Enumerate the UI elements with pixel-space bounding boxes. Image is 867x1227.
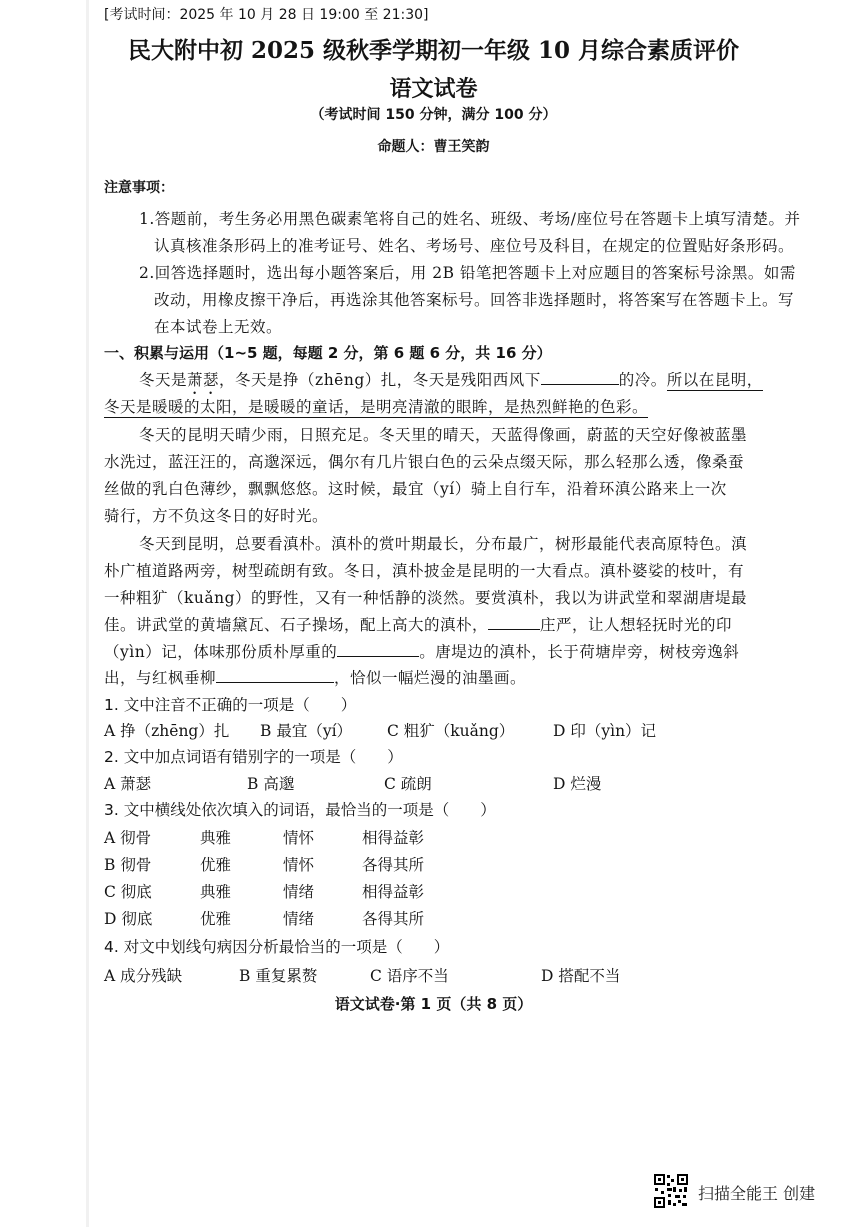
q1-option-b: B 最宜（yí） [260, 722, 353, 740]
passage-line: 水洗过，蓝汪汪的，高邈深远，偶尔有几片银白色的云朵点缀天际，那么轻那么透，像桑蚕 [104, 453, 745, 471]
q4-option-d: D 搭配不当 [541, 967, 621, 985]
passage-text: ，冬天是挣（zhēng）扎，冬天是残阳西风下 [219, 371, 541, 389]
q3-option-b-2: 优雅 [200, 856, 232, 874]
q3-option-d-4: 各得其所 [362, 910, 425, 928]
page-footer: 语文试卷·第 1 页（共 8 页） [334, 995, 533, 1013]
q1-option-d: D 印（yìn）记 [553, 722, 657, 740]
passage-text: 冬天是 [139, 371, 188, 389]
q4-option-a: A 成分残缺 [104, 967, 183, 985]
q3-option-d-3: 情绪 [283, 910, 315, 928]
passage-line: 一种粗犷（kuǎng）的野性，又有一种恬静的淡然。要赏滇朴，我以为讲武堂和翠湖唐堤最 [104, 589, 748, 607]
notice-heading: 注意事项： [104, 180, 174, 196]
passage-line: 冬天到昆明，总要看滇朴。滇朴的赏叶期最长，分布最广，树形最能代表高原特色。滇 [139, 535, 748, 553]
exam-title: 民大附中初 2025 级秋季学期初一年级 10 月综合素质评价 [127, 37, 740, 64]
q1-option-c: C 粗犷（kuǎng） [387, 722, 515, 740]
q3-option-a-1: A 彻骨 [104, 829, 152, 847]
q2-option-d: D 烂漫 [553, 775, 602, 793]
q2-option-a: A 萧瑟 [104, 775, 152, 793]
question-3: 3. 文中横线处依次填入的词语，最恰当的一项是（ ） [104, 801, 496, 819]
q3-option-a-2: 典雅 [200, 829, 232, 847]
notice-line: 认真核准条形码上的准考证号、姓名、考场号、座位号及科目，在规定的位置贴好条形码。 [154, 237, 795, 255]
q3-option-b-1: B 彻骨 [104, 856, 152, 874]
q4-option-b: B 重复累赘 [239, 967, 318, 985]
exam-author: 命题人：曹王笑韵 [377, 139, 490, 155]
q3-option-a-3: 情怀 [283, 829, 315, 847]
passage-line [104, 395, 648, 417]
fill-blank [488, 615, 540, 630]
exam-time-note: [考试时间：2025 年 10 月 28 日 19:00 至 21:30] [104, 7, 429, 23]
fill-blank [541, 370, 619, 385]
passage-text: ，恰似一幅烂漫的油墨画。 [334, 669, 527, 687]
notice-line: 在本试卷上无效。 [154, 318, 283, 336]
q3-option-c-4: 相得益彰 [362, 883, 425, 901]
q4-option-c: C 语序不当 [370, 967, 449, 985]
exam-subject: 语文试卷 [389, 76, 478, 102]
scanner-brand: 扫描全能王 创建 [698, 1184, 816, 1203]
q3-option-c-2: 典雅 [200, 883, 232, 901]
q3-option-b-3: 情怀 [283, 856, 315, 874]
passage-line [104, 640, 739, 662]
q3-option-a-4: 相得益彰 [362, 829, 425, 847]
q3-option-b-4: 各得其所 [362, 856, 425, 874]
exam-duration: （考试时间 150 分钟，满分 100 分） [310, 107, 557, 123]
q3-option-d-2: 优雅 [200, 910, 232, 928]
section-heading: 一、积累与运用（1~5 题，每题 2 分，第 6 题 6 分，共 16 分） [104, 344, 552, 362]
notice-line: 1.答题前，考生务必用黑色碳素笔将自己的姓名、班级、考场/座位号在答题卡上填写清楚。并 [139, 210, 801, 228]
question-2: 2. 文中加点词语有错别字的一项是（ ） [104, 748, 403, 766]
underlined-sentence: 所以在昆明， [666, 371, 763, 389]
q3-option-c-1: C 彻底 [104, 883, 152, 901]
passage-line: 冬天的昆明天晴少雨，日照充足。冬天里的晴天，天蓝得像画，蔚蓝的天空好像被蓝墨 [139, 426, 748, 444]
question-1: 1. 文中注音不正确的一项是（ ） [104, 696, 357, 714]
dotted-word: 萧瑟 [187, 371, 220, 389]
notice-line: 改动，用橡皮擦干净后，再选涂其他答案标号。回答非选择题时，将答案写在答题卡上。写 [154, 291, 795, 309]
passage-line [104, 666, 526, 688]
notice-line: 2.回答选择题时，选出每小题答案后，用 2B 铅笔把答题卡上对应题目的答案标号涂黑。如需 [139, 264, 796, 282]
passage-text: 的冷。 [618, 371, 667, 389]
passage-line [104, 613, 732, 635]
q2-option-b: B 高邈 [247, 775, 295, 793]
q2-option-c: C 疏朗 [384, 775, 432, 793]
fill-blank [337, 642, 419, 657]
underlined-sentence: 冬天是暖暖的太阳，是暖暖的童话，是明亮清澈的眼眸，是热烈鲜艳的色彩。 [104, 398, 649, 416]
qr-code-icon [653, 1173, 689, 1209]
passage-line: 朴广植道路两旁，树型疏朗有致。冬日，滇朴披金是昆明的一大看点。滇朴婆娑的枝叶，有 [104, 562, 745, 580]
passage-line: 丝做的乳白色薄纱，飘飘悠悠。这时候，最宜（yí）骑上自行车，沿着环滇公路来上一次 [104, 480, 727, 498]
passage-text: 出，与红枫垂柳 [104, 669, 217, 687]
passage-text: 。唐堤边的滇朴，长于荷塘岸旁，树枝旁逸斜 [419, 643, 740, 661]
passage-text: （yìn）记，体味那份质朴厚重的 [104, 643, 338, 661]
question-4: 4. 对文中划线句病因分析最恰当的一项是（ ） [104, 938, 450, 956]
q1-option-a: A 挣（zhēng）扎 [104, 722, 230, 740]
q3-option-d-1: D 彻底 [104, 910, 153, 928]
paper-edge [86, 0, 89, 1227]
q3-option-c-3: 情绪 [283, 883, 315, 901]
fill-blank [216, 668, 334, 683]
passage-text: 庄严，让人想轻抚时光的印 [540, 616, 733, 634]
passage-line [139, 368, 763, 398]
passage-line: 骑行，方不负这冬日的好时光。 [104, 507, 329, 525]
passage-text: 佳。讲武堂的黄墙黛瓦、石子操场，配上高大的滇朴， [104, 616, 489, 634]
